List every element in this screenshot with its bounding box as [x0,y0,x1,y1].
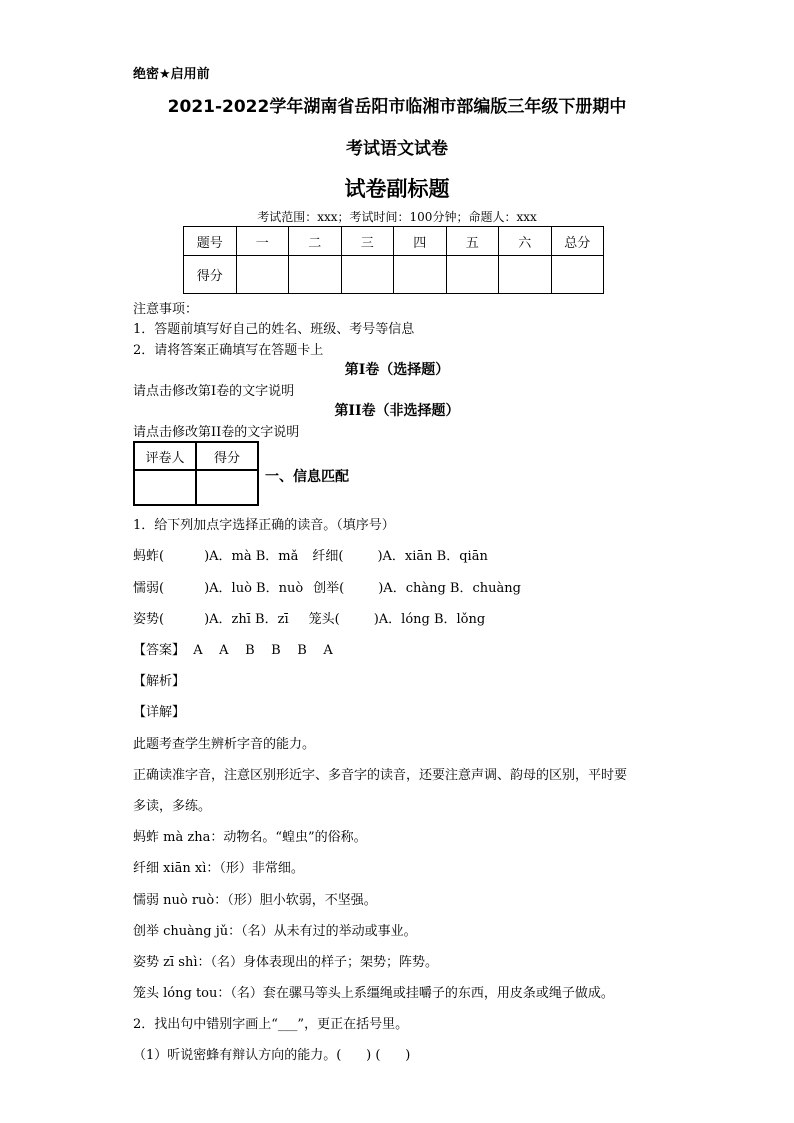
exam-title-line1: 2021-2022学年湖南省岳阳市临湘市部编版三年级下册期中 [167,97,627,117]
note-item: 1．答题前填写好自己的姓名、班级、考号等信息 [133,322,415,337]
score-row-label: 得分 [184,256,237,294]
score-cell[interactable] [341,256,394,294]
question2-prompt: 2．找出句中错别字画上“___”，更正在括号里。 [133,1017,409,1032]
score-table-score-row [184,256,604,294]
explanation-line: 此题考查学生辨析字音的能力。 [133,737,316,752]
volume2-title: 第II卷（非选择题） [334,403,460,419]
score-header-cell: 总分 [551,227,604,256]
score-header-cell: 一 [236,227,289,256]
note-item: 2．请将答案正确填写在答题卡上 [133,343,324,358]
score-table-header-row [184,227,604,256]
score-cell[interactable] [289,256,342,294]
score-cell[interactable] [499,256,552,294]
exam-title-line2: 考试语文试卷 [346,139,448,159]
volume1-title: 第I卷（选择题） [344,362,450,378]
volume2-note: 请点击修改第II卷的文字说明 [133,425,300,440]
question1-row [133,545,488,564]
score-header-cell: 四 [394,227,447,256]
analysis-label: 【解析】 [133,674,186,689]
section-title: 一、信息匹配 [265,469,349,485]
score-cell[interactable] [446,256,499,294]
answer-line: 【答案】 A A B B B A [133,643,333,658]
options: )A．luò B．nuò [204,581,304,596]
explanation-line: 蚂蚱 mà zha：动物名。“蝗虫”的俗称。 [133,830,367,845]
detail-label: 【详解】 [133,705,186,720]
grader-header-cell: 评卷人 [134,442,196,470]
word: 创举( [313,581,345,596]
explanation-line: 纤细 xiān xì：（形）非常细。 [133,861,304,876]
score-header-cell: 六 [499,227,552,256]
explanation-line: 多读，多练。 [133,799,212,814]
word: 纤细( [312,549,344,564]
score-cell[interactable] [551,256,604,294]
options: )A．mà B．mǎ [204,549,299,564]
grader-cell[interactable] [196,470,258,505]
exam-subtitle: 试卷副标题 [344,177,450,201]
explanation-line: 姿势 zī shì：（名）身体表现出的样子；架势；阵势。 [133,955,438,970]
score-table [183,226,604,294]
question2-sub1: （1）听说密蜂有辩认方向的能力。( ) ( ) [133,1048,411,1063]
options: )A．chàng B．chuàng [378,581,521,596]
exam-info: 考试范围：xxx；考试时间：100分钟；命题人：xxx [257,210,537,224]
explanation-line: 懦弱 nuò ruò：（形）胆小软弱，不坚强。 [133,893,377,908]
grader-cell[interactable] [134,470,196,505]
word: 姿势( [133,612,165,627]
grader-table [133,441,259,506]
score-cell[interactable] [394,256,447,294]
volume1-note: 请点击修改第I卷的文字说明 [133,384,295,399]
question1-prompt: 1．给下列加点字选择正确的读音。（填序号） [133,518,395,533]
word: 蚂蚱( [133,549,165,564]
score-header-cell: 五 [446,227,499,256]
score-cell[interactable] [236,256,289,294]
word: 懦弱( [133,581,165,596]
question1-row [133,608,485,627]
notes-title: 注意事项： [133,302,199,317]
explanation-line: 笼头 lóng tou：（名）套在骡马等头上系缰绳或挂嚼子的东西，用皮条或绳子做成。 [133,986,614,1001]
grader-header-cell: 得分 [196,442,258,470]
question1-row [133,577,521,596]
score-header-cell: 二 [289,227,342,256]
score-header-cell: 题号 [184,227,237,256]
explanation-line: 创举 chuàng jǔ：（名）从未有过的举动或事业。 [133,924,417,939]
explanation-line: 正确读准字音，注意区别形近字、多音字的读音，还要注意声调、韵母的区别，平时要 [133,768,628,783]
word: 笼头( [308,612,340,627]
options: )A．lóng B．lǒng [373,612,486,627]
options: )A．xiān B．qiān [377,549,488,564]
secret-label: 绝密★启用前 [133,67,210,82]
options: )A．zhī B．zī [204,612,289,627]
score-header-cell: 三 [341,227,394,256]
